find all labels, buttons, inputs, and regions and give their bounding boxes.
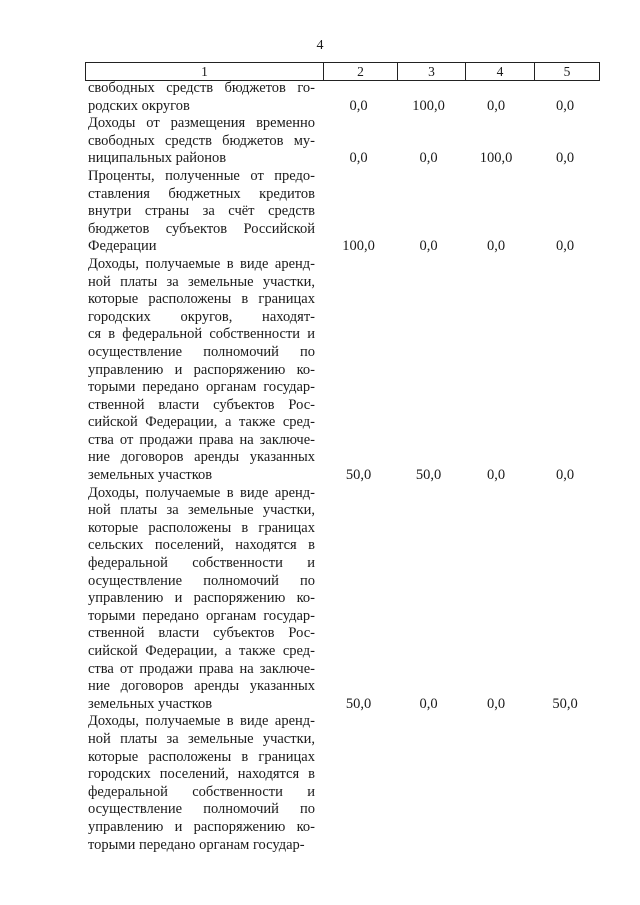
description-line: свободных средств бюджетов му- (88, 132, 315, 149)
description-line: торыми передано органам государ- (88, 379, 315, 396)
description-line: торыми передано органам государ- (88, 836, 305, 853)
description-line: торыми передано органам государ- (88, 607, 315, 624)
row-description (88, 485, 315, 714)
description-line: осуществление полномочий по (88, 801, 315, 818)
description-line: бюджетов субъектов Российской (88, 220, 315, 237)
value-cell-col-3: 100,0 (412, 97, 445, 114)
row-values (0, 98, 640, 116)
description-line: сельских поселений, находятся в (88, 537, 315, 554)
description-line: управлению и распоряжению ко- (88, 361, 315, 378)
description-line: ся в федеральной собственности и (88, 326, 315, 343)
description-line: Доходы, получаемые в виде аренд- (88, 255, 315, 272)
description-line: которые расположены в границах (88, 519, 315, 536)
header-col-4: 4 (465, 63, 534, 80)
row-description (88, 713, 315, 854)
description-line: ние договоров аренды указанных (88, 449, 315, 466)
description-line: родских округов (88, 97, 190, 114)
value-cell-col-2: 50,0 (345, 467, 372, 484)
description-line: ние договоров аренды указанных (88, 678, 315, 695)
value-cell-col-5: 0,0 (555, 150, 575, 167)
description-line: ственной власти субъектов Рос- (88, 396, 315, 413)
description-line: Проценты, полученные от предо- (88, 167, 315, 184)
description-line: федеральной собственности и (88, 783, 315, 800)
value-cell-col-5: 0,0 (555, 467, 575, 484)
description-line: земельных участков (88, 467, 213, 484)
table-row (0, 713, 640, 854)
row-description (88, 256, 315, 485)
description-line: которые расположены в границах (88, 291, 315, 308)
value-cell-col-5: 0,0 (555, 238, 575, 255)
row-values (0, 150, 640, 168)
header-col-1: 1 (201, 63, 208, 79)
value-cell-col-4: 0,0 (486, 467, 506, 484)
description-line: свободных средств бюджетов го- (88, 80, 315, 96)
value-cell-col-2: 100,0 (342, 238, 375, 255)
value-cell-col-5: 50,0 (552, 695, 578, 712)
row-values (0, 238, 640, 256)
value-cell-col-3: 0,0 (419, 150, 438, 167)
description-line: осуществление полномочий по (88, 343, 315, 360)
value-cell-col-4: 100,0 (479, 150, 513, 167)
description-line: ной платы за земельные участки, (88, 273, 315, 290)
table-row (0, 256, 640, 485)
table-header (85, 62, 600, 81)
value-cell-col-3: 0,0 (419, 695, 438, 712)
description-line: Доходы от размещения временно (88, 115, 315, 132)
description-line: сийской Федерации, а также сред- (88, 414, 315, 431)
description-line: ставления бюджетных кредитов (88, 185, 315, 202)
table-row (0, 80, 640, 115)
description-line: ства от продажи права на заключе- (88, 660, 315, 677)
header-col-3: 3 (397, 63, 465, 80)
description-line: земельных участков (88, 695, 213, 712)
header-col-2: 2 (323, 63, 397, 80)
value-cell-col-2: 50,0 (345, 695, 372, 712)
description-line: ной платы за земельные участки, (88, 730, 315, 747)
row-values (0, 467, 640, 485)
description-line: управлению и распоряжению ко- (88, 818, 315, 835)
description-line: Федерации (88, 238, 157, 255)
description-line: Доходы, получаемые в виде аренд- (88, 484, 315, 501)
description-line: которые расположены в границах (88, 748, 315, 765)
value-cell-col-2: 0,0 (349, 97, 368, 114)
value-cell-col-3: 50,0 (415, 467, 442, 484)
row-values (0, 696, 640, 714)
description-line: ной платы за земельные участки, (88, 502, 315, 519)
description-line: ства от продажи права на заключе- (88, 431, 315, 448)
value-cell-col-4: 0,0 (486, 695, 506, 712)
table-row (0, 485, 640, 714)
header-col-5: 5 (534, 63, 599, 80)
description-line: ственной власти субъектов Рос- (88, 625, 315, 642)
description-line: сийской Федерации, а также сред- (88, 643, 315, 659)
value-cell-col-5: 0,0 (555, 97, 575, 114)
page-number: 4 (316, 38, 324, 53)
value-cell-col-4: 0,0 (486, 238, 506, 255)
description-line: городских поселений, находятся в (88, 766, 315, 783)
description-line: осуществление полномочий по (88, 572, 315, 589)
table-row (0, 168, 640, 256)
description-line: Доходы, получаемые в виде аренд- (88, 713, 315, 730)
table-body (0, 80, 640, 854)
description-line: федеральной собственности и (88, 555, 315, 572)
value-cell-col-4: 0,0 (486, 97, 506, 114)
value-cell-col-3: 0,0 (419, 238, 438, 255)
description-line: городских округов, находят- (88, 308, 315, 325)
description-line: управлению и распоряжению ко- (88, 590, 315, 607)
value-cell-col-2: 0,0 (349, 150, 368, 167)
description-line: ниципальных районов (88, 150, 227, 167)
table-row (0, 115, 640, 168)
description-line: внутри страны за счёт средств (88, 203, 315, 220)
